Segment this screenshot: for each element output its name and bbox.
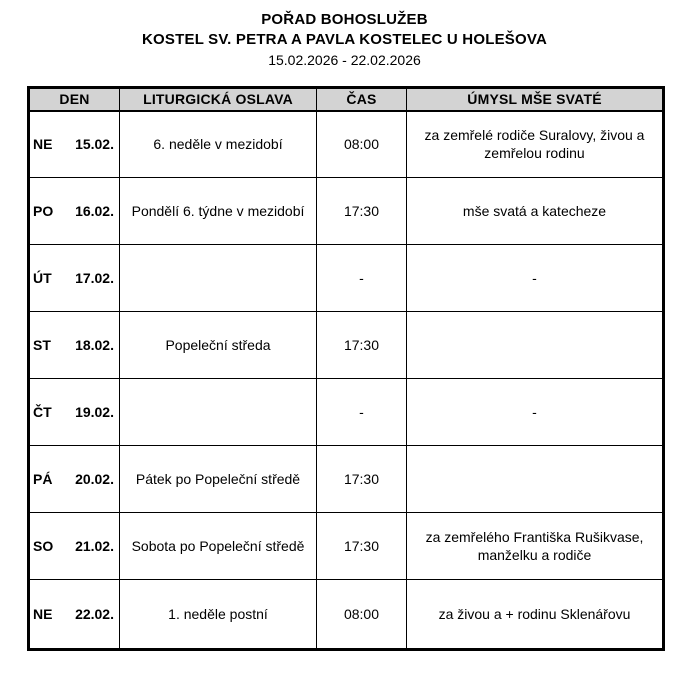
time-cell: 17:30 [317, 312, 407, 379]
intention-cell: za zemřelé rodiče Suralovy, živou a zemřelou rodinu [407, 111, 664, 178]
celebration-cell [120, 245, 317, 312]
intention-cell: za živou a + rodinu Sklenářovu [407, 580, 664, 650]
intention-cell [407, 446, 664, 513]
time-cell: 17:30 [317, 178, 407, 245]
day-date: 15.02. [75, 136, 114, 153]
celebration-cell: 6. neděle v mezidobí [120, 111, 317, 178]
header-row [29, 88, 664, 111]
day-date: 20.02. [75, 471, 114, 487]
table-row [29, 312, 664, 379]
day-abbr: ÚT [33, 270, 52, 286]
day-cell [29, 513, 120, 580]
schedule-table-header [29, 88, 664, 111]
day-date: 17.02. [75, 270, 114, 286]
celebration-cell: Sobota po Popeleční středě [120, 513, 317, 580]
day-date: 22.02. [75, 606, 114, 622]
column-header-liturgicka-oslava: LITURGICKÁ OSLAVA [120, 88, 317, 111]
day-date: 21.02. [75, 538, 114, 554]
table-row [29, 178, 664, 245]
day-date: 18.02. [75, 337, 114, 353]
table-row [29, 580, 664, 650]
intention-cell [407, 312, 664, 379]
day-abbr: SO [33, 538, 54, 554]
celebration-cell: 1. neděle postní [120, 580, 317, 650]
day-cell [29, 446, 120, 513]
time-cell: - [317, 245, 407, 312]
day-date: 19.02. [75, 404, 114, 420]
column-header-cas: ČAS [317, 88, 407, 111]
column-header-umysl-mse-svate: ÚMYSL MŠE SVATÉ [407, 88, 664, 111]
celebration-cell: Pátek po Popeleční středě [120, 446, 317, 513]
intention-cell: - [407, 379, 664, 446]
day-cell [29, 580, 120, 650]
intention-cell: za zemřelého Františka Rušikvase, manželku a rodiče [407, 513, 664, 580]
day-abbr: NE [33, 136, 53, 153]
day-abbr: NE [33, 606, 53, 622]
intention-cell: - [407, 245, 664, 312]
table-row [29, 513, 664, 580]
page-subtitle: KOSTEL SV. PETRA A PAVLA KOSTELEC U HOLEŠOVA [142, 31, 547, 48]
time-cell: - [317, 379, 407, 446]
celebration-cell: Pondělí 6. týdne v mezidobí [120, 178, 317, 245]
schedule-table-body [29, 111, 664, 650]
document-header [0, 0, 689, 71]
day-cell [29, 178, 120, 245]
schedule-table [27, 86, 665, 651]
column-header-den: DEN [29, 88, 120, 111]
time-cell: 08:00 [317, 580, 407, 650]
day-abbr: PO [33, 203, 54, 219]
date-range: 15.02.2026 - 22.02.2026 [268, 52, 421, 68]
day-date: 16.02. [75, 203, 114, 219]
day-cell [29, 111, 120, 178]
celebration-cell: Popeleční středa [120, 312, 317, 379]
day-cell [29, 245, 120, 312]
table-row [29, 111, 664, 178]
day-cell [29, 379, 120, 446]
time-cell: 17:30 [317, 446, 407, 513]
day-cell [29, 312, 120, 379]
day-abbr: PÁ [33, 471, 53, 487]
table-row [29, 245, 664, 312]
day-abbr: ST [33, 337, 51, 353]
day-abbr: ČT [33, 404, 52, 420]
time-cell: 17:30 [317, 513, 407, 580]
page-title: POŘAD BOHOSLUŽEB [261, 11, 428, 28]
table-row [29, 446, 664, 513]
celebration-cell [120, 379, 317, 446]
time-cell: 08:00 [317, 111, 407, 178]
intention-cell: mše svatá a katecheze [407, 178, 664, 245]
table-row [29, 379, 664, 446]
